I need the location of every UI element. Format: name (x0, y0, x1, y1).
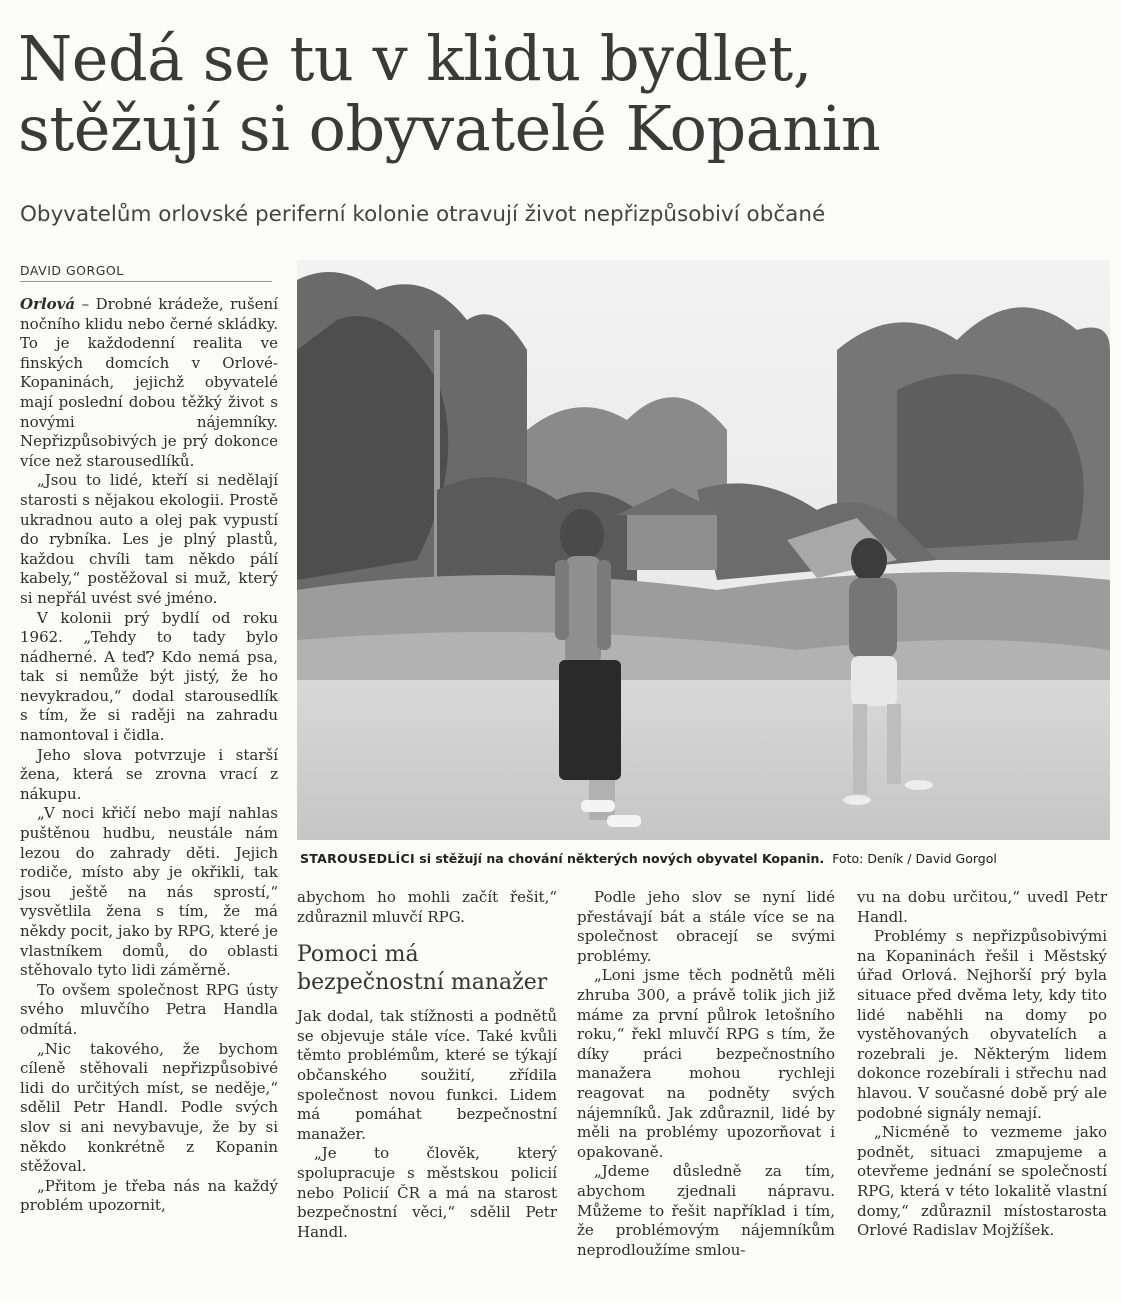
photo-illustration (297, 260, 1110, 840)
article-paragraph-text: – Drobné krádeže, rušení nočního klidu nebo černé skládky. To je každodenní realita ve finských domcích v Orlové-Kopaninách, jejichž obyvatelé mají poslední dobou těžký život s novými nájemníky. Nepřizpůsobivých je prý dokonce více než starousedlíků. (20, 295, 278, 470)
article-paragraph: Problémy s nepřizpůsobivými na Kopaninách řešil i Městský úřad Orlová. Nejhorší prý byla situace před dvěma lety, kdy tito lidé naběhli na domy po vystěhovaných obyvatelích a rozebrali je. Některým lidem dokonce rozebírali i střechu nad hlavou. V současné době prý ale podobné signály nemají. (857, 927, 1107, 1122)
article-column-2 (297, 888, 557, 1242)
article-paragraph: „Loni jsme těch podnětů měli zhruba 300, a právě tolik jich již máme za první půlrok letošního roku,“ řekl mluvčí RPG s tím, že díky práci bezpečnostního manažera mohou rychleji reagovat na podněty svých nájemníků. Jak zdůraznil, lidé by měli na problémy upozorňovat i opakovaně. (577, 966, 835, 1161)
article-paragraph: vu na dobu určitou,“ uvedl Petr Handl. (857, 888, 1107, 926)
article-paragraph: „Jdeme důsledně za tím, abychom zjednali nápravu. Můžeme to řešit například i tím, že problémovým nájemníkům neprodloužíme smlou- (577, 1162, 835, 1259)
article-subheading: Pomoci má bezpečnostní manažer (297, 942, 548, 996)
article-paragraph: „Nic takového, že bychom cíleně stěhovali nepřizpůsobivé lidi do určitých míst, se neděje,“ sdělil Petr Handl. Podle svých slov si ani nevybavuje, že by si někdo konkrétně z Kopanin stěžoval. (20, 1039, 278, 1176)
subtitle: Obyvatelům orlovské periferní kolonie otravují život nepřizpůsobiví občané (20, 202, 826, 227)
article-paragraph: „Přitom je třeba nás na každý problém upozornit, (20, 1176, 278, 1215)
dateline: Orlová (20, 295, 76, 313)
article-paragraph: Podle jeho slov se nyní lidé přestávají bát a stále více se na společnost obracejí se svými problémy. (577, 888, 835, 965)
byline: DAVID GORGOL (20, 263, 272, 282)
headline (18, 24, 1108, 164)
photo-caption (300, 851, 1110, 866)
article-column-3 (577, 888, 835, 1260)
caption-lead: STAROUSEDLÍCI (300, 851, 415, 866)
article-column-4 (857, 888, 1107, 1241)
article-column-1 (20, 295, 278, 1216)
headline-line-2: stěžují si obyvatelé Kopanin (18, 92, 881, 165)
article-paragraph: V kolonii prý bydlí od roku 1962. „Tehdy to tady bylo nádherné. A teď? Kdo nemá psa, tak si nemůže být jistý, že ho nevykradou,“ dodal starousedlík s tím, že si raději na zahradu namontoval i čidla. (20, 608, 278, 745)
article-paragraph: „Jsou to lidé, kteří si nedělají starosti s nějakou ekologii. Prostě ukradnou auto a olej pak vypustí do rybníka. Les je plný plastů, každou chvíli tam někdo pálí kabely,“ postěžoval si muž, který si nepřál uvést své jméno. (20, 471, 278, 607)
caption-text: si stěžují na chování některých nových obyvatel Kopanin. (414, 851, 825, 866)
photo-credit: Foto: Deník / David Gorgol (832, 851, 997, 866)
article-paragraph: Jeho slova potvrzuje i starší žena, která se zrovna vrací z nákupu. (20, 745, 278, 803)
article-paragraph: To ovšem společnost RPG ústy svého mluvčího Petra Handla odmítá. (20, 980, 278, 1038)
article-paragraph: „Je to člověk, který spolupracuje s městskou policií nebo Policií ČR a má na starost bezpečnostní věci,“ sdělil Petr Handl. (297, 1144, 557, 1241)
article-paragraph: Jak dodal, tak stížnosti a podnětů se objevuje stále více. Také kvůli těmto problémům, které se týkají občanského soužití, zřídila společnost novou funkci. Lidem má pomáhat bezpečnostní manažer. (297, 1007, 557, 1143)
headline-line-1: Nedá se tu v klidu bydlet, (18, 22, 812, 95)
article-paragraph: „V noci křičí nebo mají nahlas puštěnou hudbu, neustále nám lezou do zahrady děti. Jejich rodiče, místo aby je okřikli, tak jsou ještě na nás sprostí,“ vysvětlila žena s tím, že má někdy pocit, jako by RPG, které je vlastníkem domů, do oblasti stěhovalo tyto lidi záměrně. (20, 804, 278, 980)
article-paragraph: abychom ho mohli začít řešit,“ zdůraznil mluvčí RPG. (297, 888, 557, 926)
article-paragraph: „Nicméně to vezmeme jako podnět, situaci zmapujeme a otevřeme jednání se společností RPG, která v této lokalitě vlastní domy,“ zdůraznil místostarosta Orlové Radislav Mojžíšek. (857, 1123, 1107, 1240)
article-paragraph (20, 295, 278, 471)
article-photo (297, 260, 1110, 840)
